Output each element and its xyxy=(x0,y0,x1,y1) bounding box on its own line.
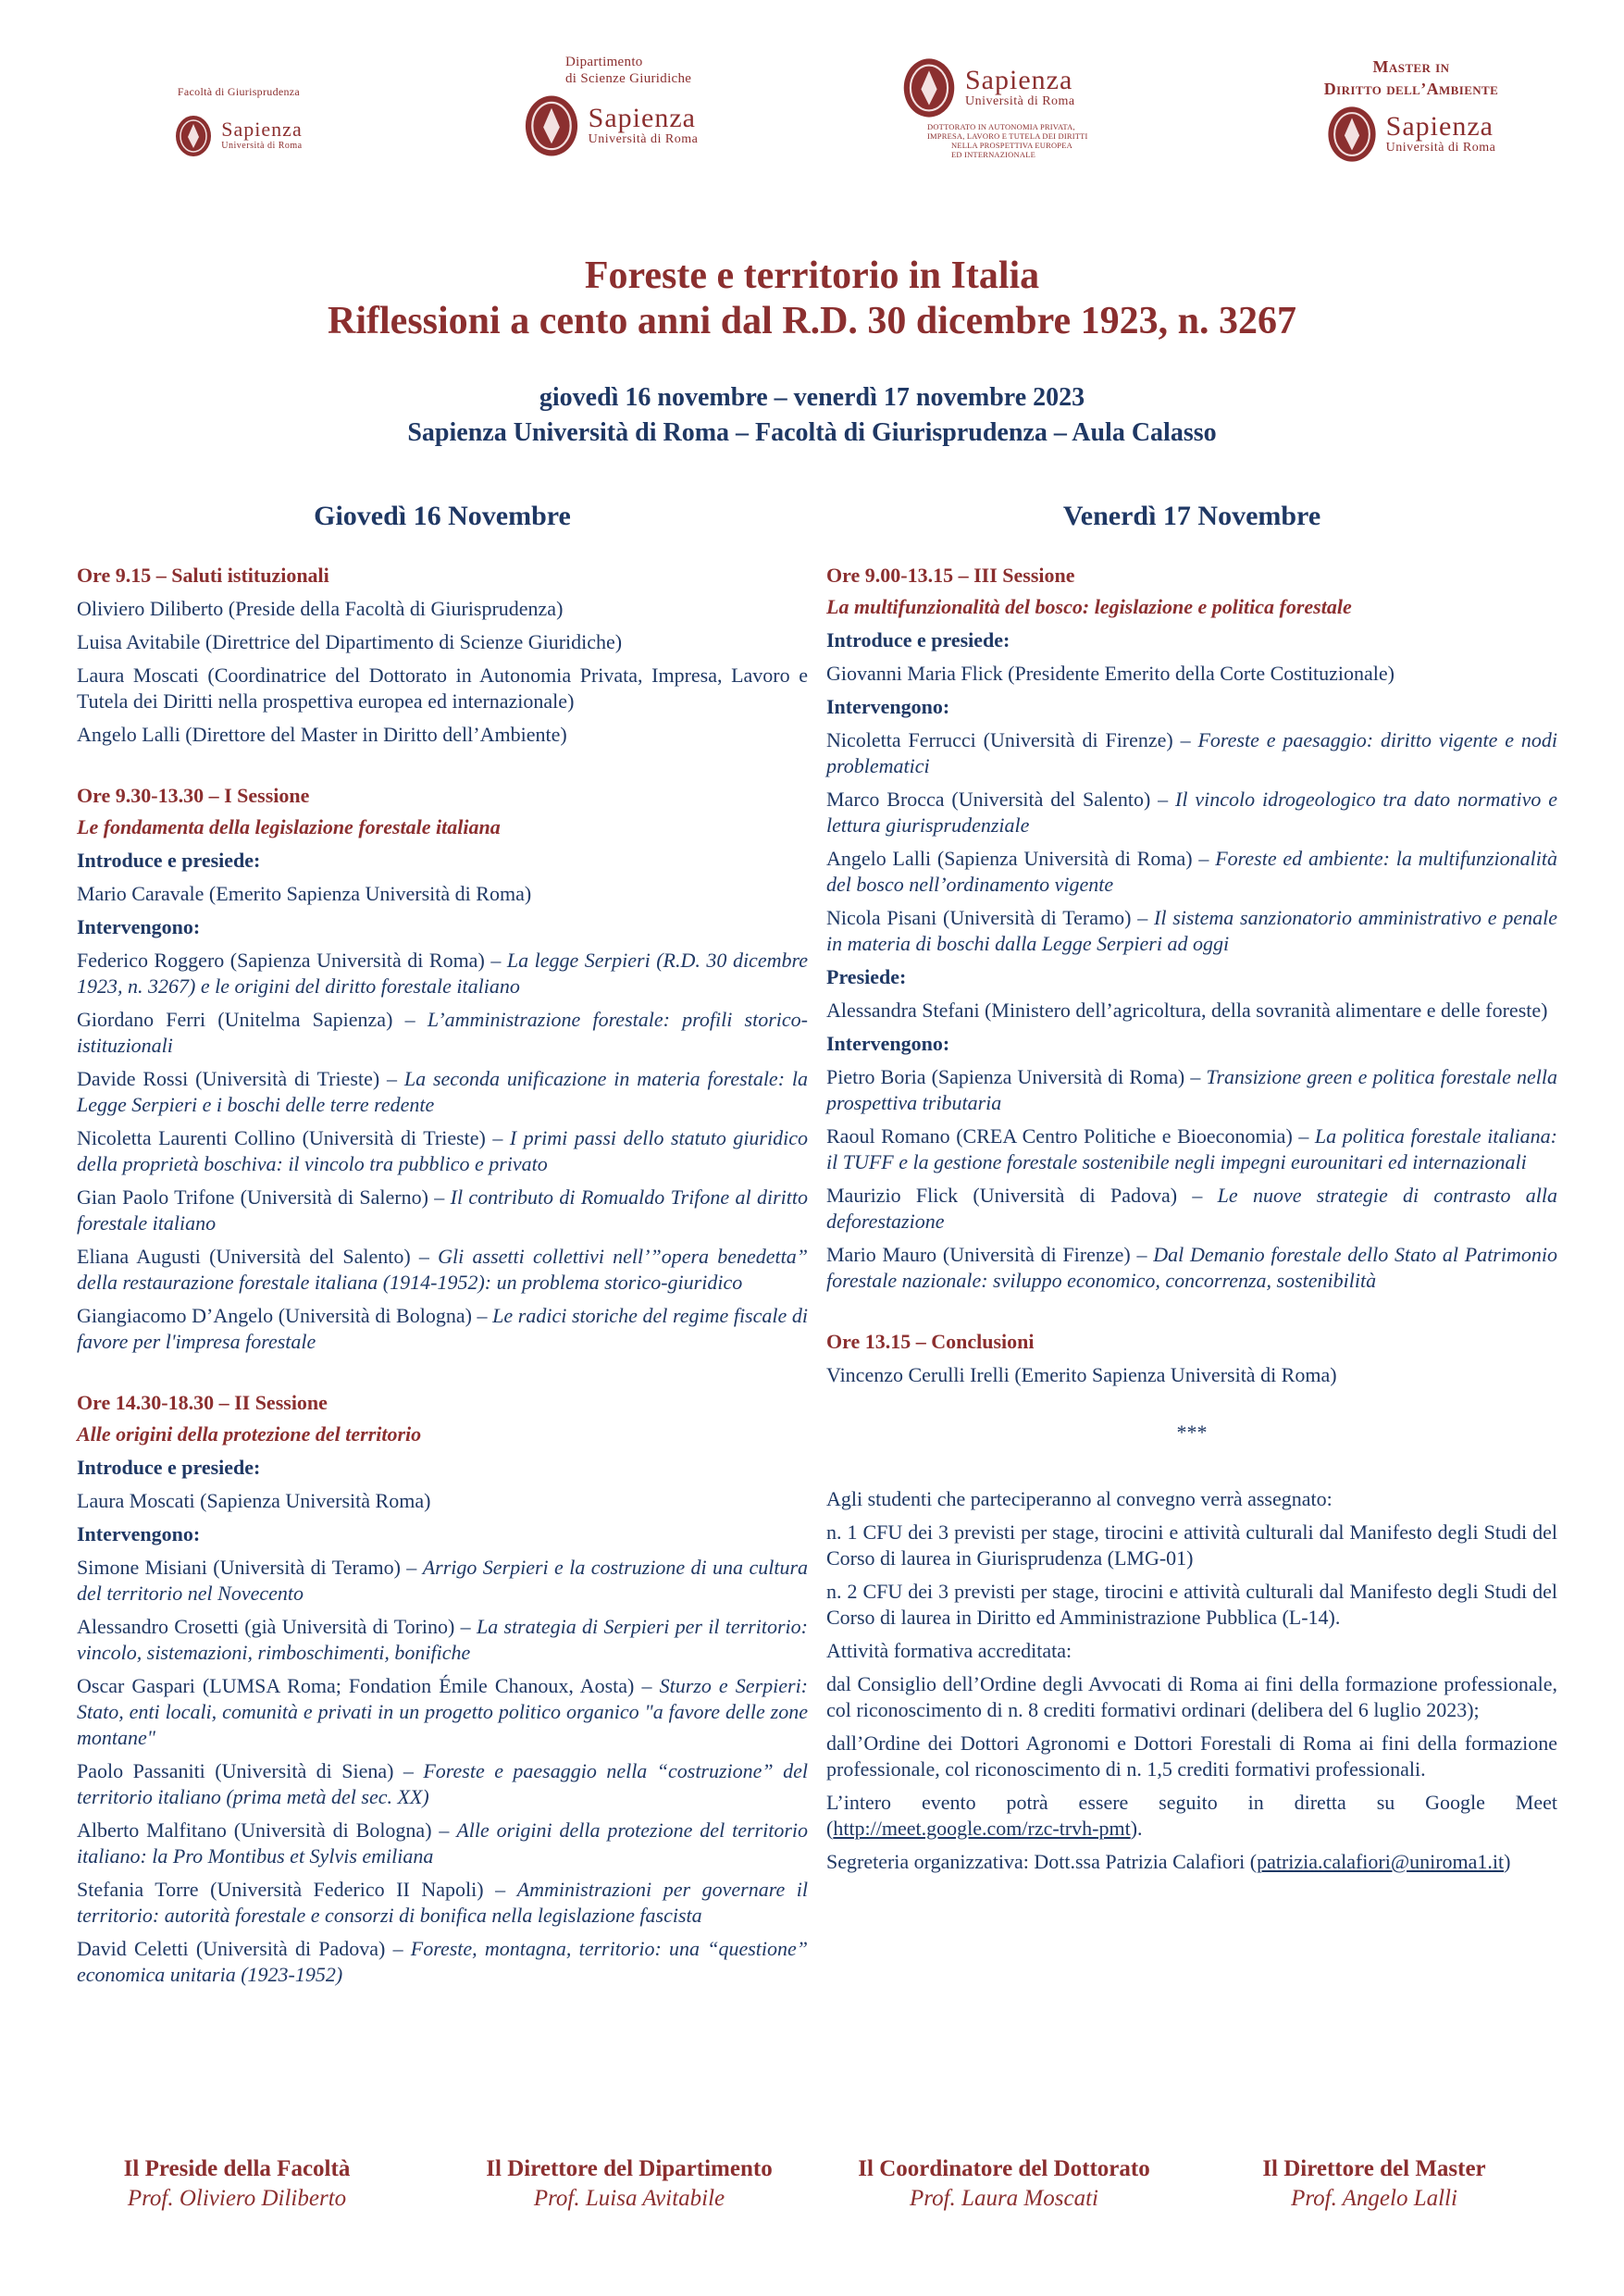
list-item: Oliviero Diliberto (Preside della Facoltà di Giurisprudenza) xyxy=(77,597,564,620)
talk-item: Giordano Ferri (Unitelma Sapienza) – L’amministrazione forestale: profili storico-istituzionali xyxy=(77,1008,808,1057)
list-item: Angelo Lalli (Direttore del Master in Diritto dell’Ambiente) xyxy=(77,723,567,746)
separator-stars: *** xyxy=(1176,1421,1208,1444)
talk-item: Mario Mauro (Università di Firenze) – Dal Demanio forestale dello Stato al Patrimonio forestale nazionale: sviluppo economico, concorrenza, sostenibilità xyxy=(826,1243,1557,1292)
dottorato-line-2: IMPRESA, LAVORO E TUTELA DEI DIRITTI xyxy=(927,131,1088,141)
logo-caption-1: Dipartimento xyxy=(565,55,643,69)
talk-item: Federico Roggero (Sapienza Università di Roma) – La legge Serpieri (R.D. 30 dicembre 1923, n. 3267) e le origini del diritto forestale italiano xyxy=(77,949,808,998)
info-paragraph: n. 1 CFU dei 3 previsti per stage, tirocini e attività culturali dal Manifesto degli Studi del Corso di laurea in Giurisprudenza (LMG-01) xyxy=(826,1520,1557,1570)
sapienza-wordmark: Sapienza xyxy=(588,103,696,133)
role-label: Introduce e presiede: xyxy=(77,1456,261,1479)
session-3 xyxy=(826,563,1557,1294)
list-item: Laura Moscati (Coordinatrice del Dottorato in Autonomia Privata, Impresa, Lavoro e Tutela dei Diritti nella prospettiva europea ed internazionale) xyxy=(77,664,808,713)
info-paragraph: Segreteria organizzativa: Dott.ssa Patrizia Calafiori (patrizia.calafiori@uniroma1.it) xyxy=(826,1850,1511,1873)
talk-item: Gian Paolo Trifone (Università di Salerno) – Il contributo di Romualdo Trifone al diritto forestale italiano xyxy=(77,1185,808,1235)
sapienza-wordmark: Sapienza xyxy=(965,65,1073,95)
talk-item: Marco Brocca (Università del Salento) – Il vincolo idrogeologico tra dato normativo e lettura giurisprudenziale xyxy=(826,788,1558,837)
role-label: Presiede: xyxy=(826,965,907,988)
event-title: Foreste e territorio in Italia xyxy=(584,254,1040,297)
info-block xyxy=(826,1486,1557,1875)
session-time: Ore 14.30-18.30 – II Sessione xyxy=(77,1391,328,1414)
info-paragraph: dal Consiglio dell’Ordine degli Avvocati di Roma ai fini della formazione professionale, col riconoscimento di n. 8 crediti formativi ordinari (delibera del 6 luglio 2023); xyxy=(826,1672,1557,1721)
chair-name: Laura Moscati (Sapienza Università Roma) xyxy=(77,1489,431,1512)
logo-caption-2: di Scienze Giuridiche xyxy=(565,71,692,86)
talk-item: Simone Misiani (Università di Teramo) – Arrigo Serpieri e la costruzione di una cultura del territorio nel Novecento xyxy=(77,1556,809,1605)
email-link[interactable]: patrizia.calafiori@uniroma1.it xyxy=(1257,1850,1505,1873)
talk-item: Oscar Gaspari (LUMSA Roma; Fondation Émile Chanoux, Aosta) – Sturzo e Serpieri: Stato, enti locali, comunità e privati in un progetto politico organico "a favore delle zone montane" xyxy=(77,1674,809,1749)
talk-item: Nicola Pisani (Università di Teramo) – Il sistema sanzionatorio amministrativo e penale in materia di boschi dalla Legge Serpieri ad oggi xyxy=(826,906,1557,955)
sapienza-seal-icon xyxy=(175,115,212,157)
session-conclusioni xyxy=(826,1329,1557,1388)
day-2-column xyxy=(826,500,1557,1882)
event-subtitle: Riflessioni a cento anni dal R.D. 30 dicembre 1923, n. 3267 xyxy=(328,300,1296,342)
event-dates: giovedì 16 novembre – venerdì 17 novembre 2023 xyxy=(539,383,1085,412)
dottorato-line-4: ED INTERNAZIONALE xyxy=(951,150,1035,159)
session-2 xyxy=(77,1390,808,1988)
signature-name: Prof. Oliviero Diliberto xyxy=(127,2186,347,2211)
dottorato-line-3: NELLA PROSPETTIVA EUROPEA xyxy=(951,141,1072,150)
chair-name: Giovanni Maria Flick (Presidente Emerito della Corte Costituzionale) xyxy=(826,662,1395,685)
session-time: Ore 13.15 – Conclusioni xyxy=(826,1330,1035,1353)
sapienza-wordmark: Sapienza xyxy=(1385,111,1494,142)
talk-item: Nicoletta Laurenti Collino (Università di Trieste) – I primi passi dello statuto giuridico della proprietà boschiva: il vincolo tra pubblico e privato xyxy=(77,1126,808,1175)
role-label: Intervengono: xyxy=(77,915,201,938)
day-1-column xyxy=(77,500,808,1995)
dottorato-line-1: DOTTORATO IN AUTONOMIA PRIVATA, xyxy=(927,122,1075,131)
talk-item: Pietro Boria (Sapienza Università di Roma) – Transizione green e politica forestale nella prospettiva tributaria xyxy=(826,1065,1557,1114)
session-title: Alle origini della protezione del territorio xyxy=(77,1422,422,1446)
signature-preside xyxy=(52,2154,422,2214)
sapienza-wordmark: Sapienza xyxy=(221,118,303,141)
signature-direttore-dipartimento xyxy=(444,2154,814,2214)
talk-item: Eliana Augusti (Università del Salento) – Gli assetti collettivi nell’”opera benedetta” della restaurazione forestale italiana (1914-1952): un problema storico-giuridico xyxy=(77,1245,809,1294)
universita-wordmark: Università di Roma xyxy=(1385,141,1496,155)
universita-wordmark: Università di Roma xyxy=(588,132,699,146)
logo-caption-1: Master in xyxy=(1372,57,1450,76)
meet-link[interactable]: http://meet.google.com/rzc-trvh-pmt xyxy=(833,1817,1131,1840)
sapienza-seal-icon xyxy=(524,94,579,157)
signature-name: Prof. Laura Moscati xyxy=(910,2186,1098,2211)
role-label: Introduce e presiede: xyxy=(826,628,1010,652)
logo-master xyxy=(1291,56,1531,163)
list-item: Vincenzo Cerulli Irelli (Emerito Sapienza Università di Roma) xyxy=(826,1363,1337,1386)
session-time: Ore 9.30-13.30 – I Sessione xyxy=(77,784,310,807)
talk-item: Davide Rossi (Università di Trieste) – La seconda unificazione in materia forestale: la Legge Serpieri e i boschi delle terre redente xyxy=(77,1067,808,1116)
logo-dottorato xyxy=(902,57,1143,159)
signature-coordinatore xyxy=(819,2154,1189,2214)
talk-item: Raoul Romano (CREA Centro Politiche e Bioeconomia) – La politica forestale italiana: il TUFF e la gestione forestale sostenibile negli impegni eurounitari ed internazionali xyxy=(826,1124,1557,1173)
logo-dipartimento xyxy=(486,54,736,157)
signature-role: Il Direttore del Dipartimento xyxy=(486,2156,773,2181)
logo-facolta-giurisprudenza xyxy=(128,83,350,157)
chair-name: Alessandra Stefani (Ministero dell’agricoltura, della sovranità alimentare e delle foreste) xyxy=(826,999,1548,1022)
signature-role: Il Preside della Facoltà xyxy=(123,2156,351,2181)
signature-name: Prof. Angelo Lalli xyxy=(1291,2186,1457,2211)
session-time: Ore 9.00-13.15 – III Sessione xyxy=(826,564,1075,587)
signature-name: Prof. Luisa Avitabile xyxy=(533,2186,725,2211)
talk-item: David Celetti (Università di Padova) – Foreste, montagna, territorio: una “questione” economica unitaria (1923-1952) xyxy=(77,1937,808,1986)
logo-caption: Facoltà di Giurisprudenza xyxy=(177,85,301,98)
signature-direttore-master xyxy=(1189,2154,1559,2214)
role-label: Intervengono: xyxy=(77,1522,201,1545)
universita-wordmark: Università di Roma xyxy=(965,94,1075,108)
talk-item: Stefania Torre (Università Federico II Napoli) – Amministrazioni per governare il territorio: autorità forestale e consorzi di bonifica nella legislazione fascista xyxy=(77,1878,808,1927)
role-label: Introduce e presiede: xyxy=(77,849,261,872)
talk-item: Angelo Lalli (Sapienza Università di Roma) – Foreste ed ambiente: la multifunzionalità del bosco nell’ordinamento vigente xyxy=(826,847,1557,896)
chair-name: Mario Caravale (Emerito Sapienza Università di Roma) xyxy=(77,882,532,905)
role-label: Intervengono: xyxy=(826,1032,950,1055)
talk-item: Nicoletta Ferrucci (Università di Firenze) – Foreste e paesaggio: diritto vigente e nodi problematici xyxy=(826,728,1557,777)
role-label: Intervengono: xyxy=(826,695,950,718)
session-title: Le fondamenta della legislazione forestale italiana xyxy=(77,815,501,838)
day-1-heading: Giovedì 16 Novembre xyxy=(314,501,571,531)
talk-item: Giangiacomo D’Angelo (Università di Bologna) – Le radici storiche del regime fiscale di favore per l'impresa forestale xyxy=(77,1304,808,1353)
session-1 xyxy=(77,783,808,1355)
info-paragraph: Attività formativa accreditata: xyxy=(826,1639,1072,1662)
talk-item: Alessandro Crosetti (già Università di Torino) – La strategia di Serpieri per il territorio: vincolo, sistemazioni, rimboschimenti, bonifiche xyxy=(77,1615,808,1664)
talk-item: Alberto Malfitano (Università di Bologna) – Alle origini della protezione del territorio italiano: la Pro Montibus et Sylvis emiliana xyxy=(77,1818,808,1868)
list-item: Luisa Avitabile (Direttrice del Dipartimento di Scienze Giuridiche) xyxy=(77,630,623,653)
sapienza-seal-icon xyxy=(902,57,956,118)
universita-wordmark: Università di Roma xyxy=(221,141,303,151)
event-venue: Sapienza Università di Roma – Facoltà di Giurisprudenza – Aula Calasso xyxy=(407,418,1217,447)
day-2-heading: Venerdì 17 Novembre xyxy=(1062,501,1321,531)
session-time: Ore 9.15 – Saluti istituzionali xyxy=(77,564,329,587)
logo-caption-2: Diritto dell’Ambiente xyxy=(1323,80,1499,98)
info-paragraph: dall’Ordine dei Dottori Agronomi e Dottori Forestali di Roma ai fini della formazione professionale, col riconoscimento di n. 1,5 crediti formativi professionali. xyxy=(826,1731,1557,1781)
session-saluti xyxy=(77,563,808,748)
signature-role: Il Coordinatore del Dottorato xyxy=(858,2156,1150,2181)
info-paragraph: L’intero evento potrà essere seguito in diretta su Google Meet (http://meet.google.com/rzc-trvh-pmt). xyxy=(826,1791,1557,1840)
sapienza-seal-icon xyxy=(1327,105,1377,163)
session-title: La multifunzionalità del bosco: legislazione e politica forestale xyxy=(826,595,1352,618)
talk-item: Maurizio Flick (Università di Padova) – Le nuove strategie di contrasto alla deforestazione xyxy=(826,1184,1557,1233)
info-paragraph: n. 2 CFU dei 3 previsti per stage, tirocini e attività culturali dal Manifesto degli Studi del Corso di laurea in Diritto ed Amministrazione Pubblica (L-14). xyxy=(826,1580,1557,1629)
info-paragraph: Agli studenti che parteciperanno al convegno verrà assegnato: xyxy=(826,1487,1333,1510)
talk-item: Paolo Passaniti (Università di Siena) – Foreste e paesaggio nella “costruzione” del territorio italiano (prima metà del sec. XX) xyxy=(77,1759,808,1808)
signature-role: Il Direttore del Master xyxy=(1262,2156,1486,2181)
